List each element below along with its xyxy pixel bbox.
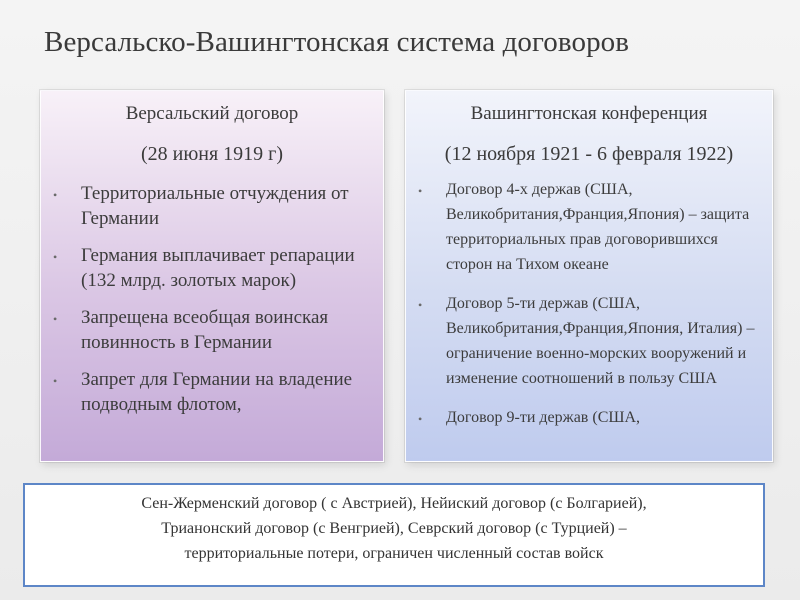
bullet-icon: •	[418, 298, 423, 312]
list-item	[41, 243, 383, 293]
washington-heading: Вашингтонская конференция	[470, 103, 708, 124]
callout-line: Сен-Жерменский договор ( с Австрией), Нейиский договор (с Болгарией),	[141, 495, 647, 512]
washington-conference-panel	[405, 90, 773, 462]
list-item-text: Запрещена всеобщая воинская повинность в Германии	[81, 307, 329, 353]
versailles-terms-list	[41, 181, 383, 417]
list-item-text: Договор 4-х держав (США, Великобритания,Франция,Япония) – защита территориальных прав договорившихся сторон на Тихом океане	[446, 181, 750, 273]
bullet-icon: •	[53, 188, 58, 202]
bullet-icon: •	[53, 312, 58, 326]
slide-title: Версальско-Вашингтонская система договоров	[44, 26, 630, 58]
bullet-icon: •	[53, 374, 58, 388]
bullet-icon: •	[53, 250, 58, 264]
washington-treaties-list	[406, 177, 772, 430]
list-item-text: Договор 5-ти держав (США, Великобритания,Франция,Япония, Италия) – ограничение военно-морских вооружений и изменение соотношений в пользу США	[446, 295, 755, 387]
list-item	[406, 291, 772, 391]
list-item	[406, 405, 772, 430]
list-item	[41, 367, 383, 417]
callout-line: Трианонский договор (с Венгрией), Севрский договор (с Турцией) –	[161, 520, 627, 537]
list-item	[41, 305, 383, 355]
list-item-text: Территориальные отчуждения от Германии	[81, 183, 349, 229]
versailles-heading: Версальский договор	[125, 103, 299, 124]
callout-line: территориальные потери, ограничен численный состав войск	[184, 545, 604, 562]
versailles-treaty-panel	[40, 90, 384, 462]
versailles-date: (28 июня 1919 г)	[140, 143, 284, 165]
washington-date: (12 ноября 1921 - 6 февраля 1922)	[444, 143, 734, 165]
list-item	[406, 177, 772, 277]
bullet-icon: •	[418, 184, 423, 198]
list-item-text: Договор 9-ти держав (США,	[446, 409, 641, 426]
other-treaties-callout	[23, 483, 765, 587]
bullet-icon: •	[418, 412, 423, 426]
list-item-text: Запрет для Германии на владение подводным флотом,	[81, 369, 353, 415]
list-item	[41, 181, 383, 231]
list-item-text: Германия выплачивает репарации (132 млрд. золотых марок)	[81, 245, 355, 291]
